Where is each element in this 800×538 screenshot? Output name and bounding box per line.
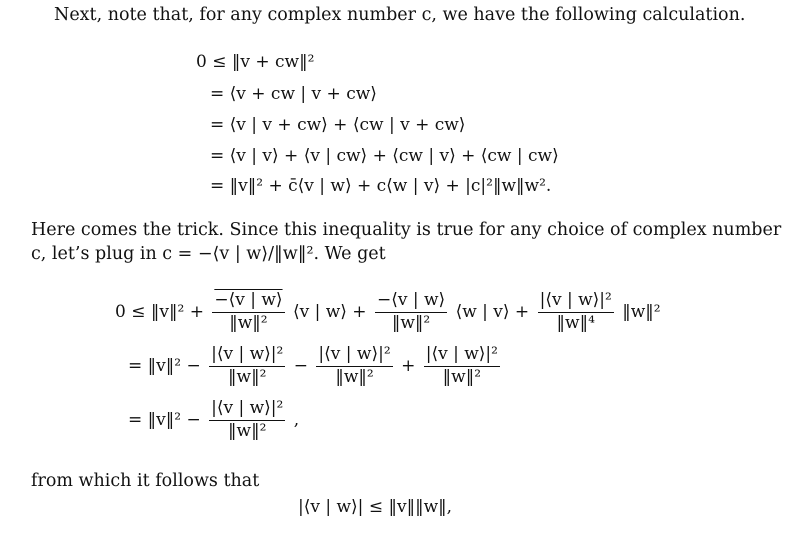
calc2-row2-frac3-num: |⟨v | w⟩|² [424, 346, 500, 367]
calc2-row2-frac3-den: ‖w‖² [442, 366, 482, 387]
calc2-row2-frac1-num: |⟨v | w⟩|² [209, 346, 285, 367]
calc1-line3: = ⟨v | v + cw⟩ + ⟨cw | v + cw⟩ [210, 115, 466, 135]
calc2-row1-frac3 [538, 292, 614, 333]
calc2-row2-op1: − [293, 355, 309, 376]
calc2-row3-frac1 [209, 400, 285, 441]
calc1-line5: = ‖v‖² + c̄⟨v | w⟩ + c⟨w | v⟩ + |c|²‖w‖w². [210, 176, 552, 196]
calc2-row1-frac3-den: ‖w‖⁴ [556, 312, 595, 333]
calc2-row1-term3: ‖w‖² [622, 301, 661, 322]
calc2-row2-frac3 [424, 346, 500, 387]
calc2-row2-frac1-den: ‖w‖² [228, 366, 267, 387]
calc2-row1 [115, 292, 661, 333]
calc2-row2-frac2-den: ‖w‖² [335, 366, 374, 387]
calc2-row1-term1: ⟨v | w⟩ + [292, 301, 367, 322]
calc2-row2-op2: + [401, 355, 416, 376]
calc2-row1-frac3-num: |⟨v | w⟩|² [538, 292, 614, 313]
calc1-line2: = ⟨v + cw | v + cw⟩ [210, 84, 377, 104]
calc2-row2-frac2-num: |⟨v | w⟩|² [316, 346, 392, 367]
calc2-row1-frac2-num: −⟨v | w⟩ [375, 292, 447, 313]
calc2-row1-frac1-num: −⟨v | w⟩ [212, 292, 284, 313]
calc1-line4: = ⟨v | v⟩ + ⟨v | cw⟩ + ⟨cw | v⟩ + ⟨cw | cw⟩ [210, 146, 559, 166]
calc2-row2-frac2 [316, 346, 392, 387]
calc2-row1-frac2-den: ‖w‖² [391, 312, 431, 333]
calc2-row1-frac1 [212, 292, 284, 333]
calc2-row2-lead: = ‖v‖² − [128, 355, 201, 376]
follows-paragraph: from which it follows that [31, 471, 260, 491]
calc2-row3-tail: , [293, 409, 300, 430]
calc2-row1-frac1-den: ‖w‖² [229, 312, 268, 333]
trick-paragraph-line2: c, let’s plug in c = −⟨v | w⟩/‖w‖². We get [31, 244, 386, 264]
calc2-row1-lead: 0 ≤ ‖v‖² + [115, 301, 204, 322]
trick-paragraph-line1: Here comes the trick. Since this inequality is true for any choice of complex number [31, 220, 782, 240]
calc2-row3 [128, 400, 299, 441]
calc2-row2-frac1 [209, 346, 285, 387]
calc2-row3-lead: = ‖v‖² − [128, 409, 201, 430]
calc2-row3-frac1-den: ‖w‖² [228, 420, 267, 441]
calc2-row1-frac2 [375, 292, 447, 333]
calc2-row3-frac1-num: |⟨v | w⟩|² [209, 400, 285, 421]
intro-paragraph: Next, note that, for any complex number c, we have the following calculation. [54, 5, 746, 25]
calc1-line1: 0 ≤ ‖v + cw‖² [196, 52, 315, 72]
calc2-row2 [128, 346, 503, 387]
calc2-row1-term2: ⟨w | v⟩ + [455, 301, 530, 322]
final-inequality: |⟨v | w⟩| ≤ ‖v‖‖w‖, [298, 497, 453, 517]
